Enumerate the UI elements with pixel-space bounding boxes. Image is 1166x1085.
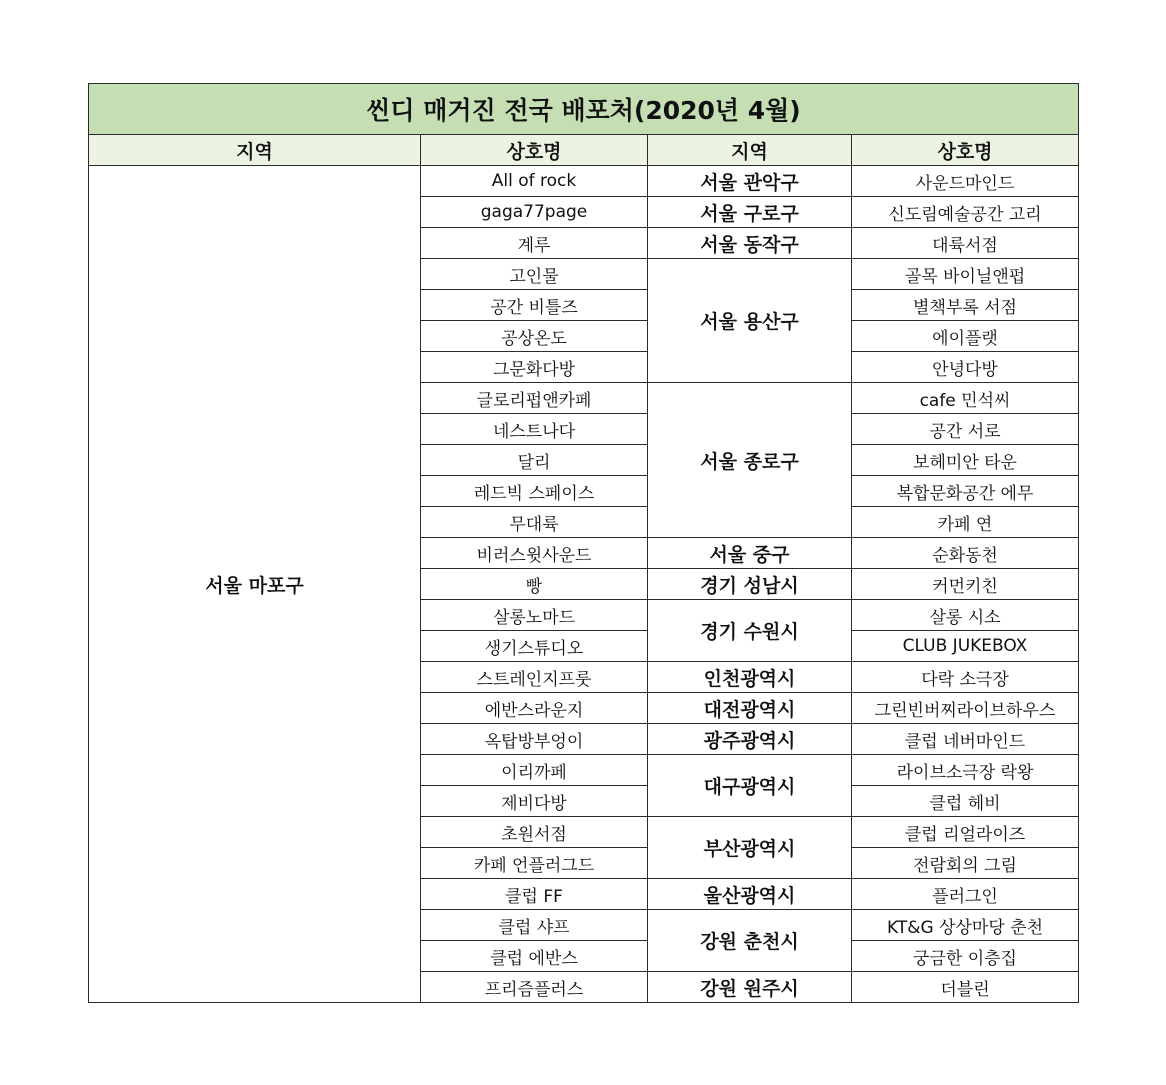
shop-name-cell: 스트레인지프룻 <box>421 662 648 693</box>
shop-name-cell: 카페 연 <box>852 507 1079 538</box>
header-region: 지역 <box>648 135 852 166</box>
shop-name-cell: 다락 소극장 <box>852 662 1079 693</box>
region-cell: 서울 중구 <box>648 538 852 569</box>
shop-name-cell: 골목 바이닐앤펍 <box>852 259 1079 290</box>
shop-name-cell: 카페 언플러그드 <box>421 848 648 879</box>
distribution-table <box>88 83 1079 1003</box>
shop-name-cell: 사운드마인드 <box>852 166 1079 197</box>
table-title: 씬디 매거진 전국 배포처(2020년 4월) <box>89 84 1079 135</box>
region-cell: 서울 용산구 <box>648 259 852 383</box>
shop-name-cell: 달리 <box>421 445 648 476</box>
region-cell: 서울 구로구 <box>648 197 852 228</box>
shop-name-cell: 클럽 샤프 <box>421 910 648 941</box>
region-cell: 광주광역시 <box>648 724 852 755</box>
region-cell: 서울 종로구 <box>648 383 852 538</box>
shop-name-cell: 클럽 네버마인드 <box>852 724 1079 755</box>
region-cell: 울산광역시 <box>648 879 852 910</box>
shop-name-cell: 대륙서점 <box>852 228 1079 259</box>
region-cell: 대전광역시 <box>648 693 852 724</box>
shop-name-cell: 보헤미안 타운 <box>852 445 1079 476</box>
shop-name-cell: 네스트나다 <box>421 414 648 445</box>
shop-name-cell: 빵 <box>421 569 648 600</box>
shop-name-cell: 글로리펍앤카페 <box>421 383 648 414</box>
shop-name-cell: 공상온도 <box>421 321 648 352</box>
shop-name-cell: 신도림예술공간 고리 <box>852 197 1079 228</box>
region-cell: 경기 수원시 <box>648 600 852 662</box>
shop-name-cell: 플러그인 <box>852 879 1079 910</box>
shop-name-cell: 이리까페 <box>421 755 648 786</box>
shop-name-cell: 그린빈버찌라이브하우스 <box>852 693 1079 724</box>
shop-name-cell: 제비다방 <box>421 786 648 817</box>
shop-name-cell: 안녕다방 <box>852 352 1079 383</box>
shop-name-cell: 더블린 <box>852 972 1079 1003</box>
header-name: 상호명 <box>852 135 1079 166</box>
shop-name-cell: 무대륙 <box>421 507 648 538</box>
shop-name-cell: 비러스윗사운드 <box>421 538 648 569</box>
header-region: 지역 <box>89 135 421 166</box>
shop-name-cell: 커먼키친 <box>852 569 1079 600</box>
shop-name-cell: 살롱노마드 <box>421 600 648 631</box>
shop-name-cell: cafe 민석씨 <box>852 383 1079 414</box>
shop-name-cell: 살롱 시소 <box>852 600 1079 631</box>
shop-name-cell: 클럽 리얼라이즈 <box>852 817 1079 848</box>
shop-name-cell: 옥탑방부엉이 <box>421 724 648 755</box>
header-name: 상호명 <box>421 135 648 166</box>
table-row <box>89 166 1079 197</box>
shop-name-cell: 클럽 FF <box>421 879 648 910</box>
shop-name-cell: 에이플랫 <box>852 321 1079 352</box>
region-cell: 서울 관악구 <box>648 166 852 197</box>
shop-name-cell: 고인물 <box>421 259 648 290</box>
shop-name-cell: 생기스튜디오 <box>421 631 648 662</box>
shop-name-cell: 에반스라운지 <box>421 693 648 724</box>
region-cell: 경기 성남시 <box>648 569 852 600</box>
shop-name-cell: 공간 서로 <box>852 414 1079 445</box>
region-cell: 인천광역시 <box>648 662 852 693</box>
shop-name-cell: gaga77page <box>421 197 648 228</box>
shop-name-cell: 공간 비틀즈 <box>421 290 648 321</box>
shop-name-cell: 레드빅 스페이스 <box>421 476 648 507</box>
shop-name-cell: CLUB JUKEBOX <box>852 631 1079 662</box>
shop-name-cell: 프리즘플러스 <box>421 972 648 1003</box>
shop-name-cell: 순화동천 <box>852 538 1079 569</box>
region-cell: 부산광역시 <box>648 817 852 879</box>
region-cell-mapo: 서울 마포구 <box>89 166 421 1003</box>
shop-name-cell: 전람회의 그림 <box>852 848 1079 879</box>
shop-name-cell: 궁금한 이층집 <box>852 941 1079 972</box>
region-cell: 대구광역시 <box>648 755 852 817</box>
shop-name-cell: 클럽 헤비 <box>852 786 1079 817</box>
shop-name-cell: 라이브소극장 락왕 <box>852 755 1079 786</box>
shop-name-cell: 클럽 에반스 <box>421 941 648 972</box>
region-cell: 강원 춘천시 <box>648 910 852 972</box>
region-cell: 서울 동작구 <box>648 228 852 259</box>
shop-name-cell: 복합문화공간 에무 <box>852 476 1079 507</box>
region-cell: 강원 원주시 <box>648 972 852 1003</box>
shop-name-cell: 계루 <box>421 228 648 259</box>
shop-name-cell: 초원서점 <box>421 817 648 848</box>
shop-name-cell: KT&G 상상마당 춘천 <box>852 910 1079 941</box>
shop-name-cell: 별책부록 서점 <box>852 290 1079 321</box>
shop-name-cell: All of rock <box>421 166 648 197</box>
shop-name-cell: 그문화다방 <box>421 352 648 383</box>
